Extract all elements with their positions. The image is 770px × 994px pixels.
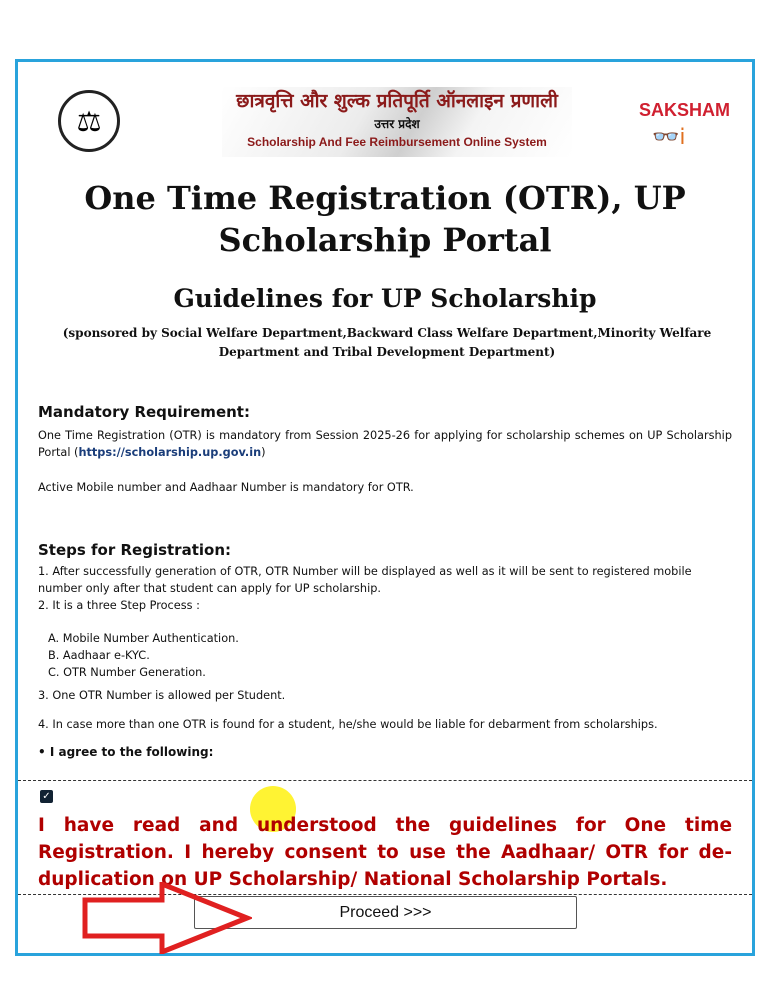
guidelines-heading: Guidelines for UP Scholarship — [173, 284, 597, 313]
page-title: One Time Registration (OTR), UP Scholarship Portal — [84, 179, 686, 259]
steps-heading: Steps for Registration: — [38, 541, 232, 559]
saksham-logo: SAKSHAM — [639, 100, 731, 120]
mandatory-heading: Mandatory Requirement: — [38, 403, 250, 421]
mandatory-text: One Time Registration (OTR) is mandatory from Session 2025-26 for applying for scholarship schemes on UP Scholarship Portal ( — [38, 429, 732, 459]
portal-link[interactable]: https://scholarship.up.gov.in — [78, 446, 262, 459]
header — [42, 82, 732, 182]
substep: A. Mobile Number Authentication. — [48, 632, 239, 645]
mandatory-section — [38, 404, 732, 496]
steps-section — [38, 542, 732, 761]
step-3: 3. One OTR Number is allowed per Student. — [38, 689, 286, 702]
up-emblem-logo: ⚖ — [58, 90, 120, 152]
red-arrow-icon — [82, 882, 252, 954]
agree-label: • I agree to the following: — [38, 745, 214, 759]
step-1: 1. After successfully generation of OTR, OTR Number will be displayed as well as it will be sent to registered mobile number only after that student can apply for UP scholarship. — [38, 565, 692, 595]
english-title: Scholarship And Fee Reimbursement Online System — [247, 135, 547, 149]
divider — [18, 780, 752, 781]
proceed-button[interactable]: Proceed >>> — [194, 896, 577, 929]
substep: C. OTR Number Generation. — [48, 666, 206, 679]
digital-india-logo: 👓ⅰ — [652, 124, 686, 149]
banner — [222, 87, 572, 157]
step-4: 4. In case more than one OTR is found for a student, he/she would be liable for debarment from scholarships. — [38, 718, 658, 731]
substep: B. Aadhaar e-KYC. — [48, 649, 150, 662]
step-2: 2. It is a three Step Process : — [38, 599, 200, 612]
page-frame — [15, 59, 755, 956]
consent-text: I have read and understood the guidelines for One time Registration. I hereby consent to use the Aadhaar/ OTR for de-duplication on UP Scholarship/ National Scholarship Portals. — [38, 815, 732, 890]
hindi-title: छात्रवृत्ति और शुल्क प्रतिपूर्ति ऑनलाइन प्रणाली — [236, 90, 558, 112]
mandatory-text-2: Active Mobile number and Aadhaar Number is mandatory for OTR. — [38, 481, 414, 494]
state-name: उत्तर प्रदेश — [374, 117, 420, 131]
paren: ) — [261, 446, 266, 459]
sponsor-text: (sponsored by Social Welfare Department,Backward Class Welfare Department,Minority Welfare Department and Tribal Development Department) — [62, 326, 712, 359]
consent-checkbox[interactable]: ✓ — [40, 790, 53, 803]
